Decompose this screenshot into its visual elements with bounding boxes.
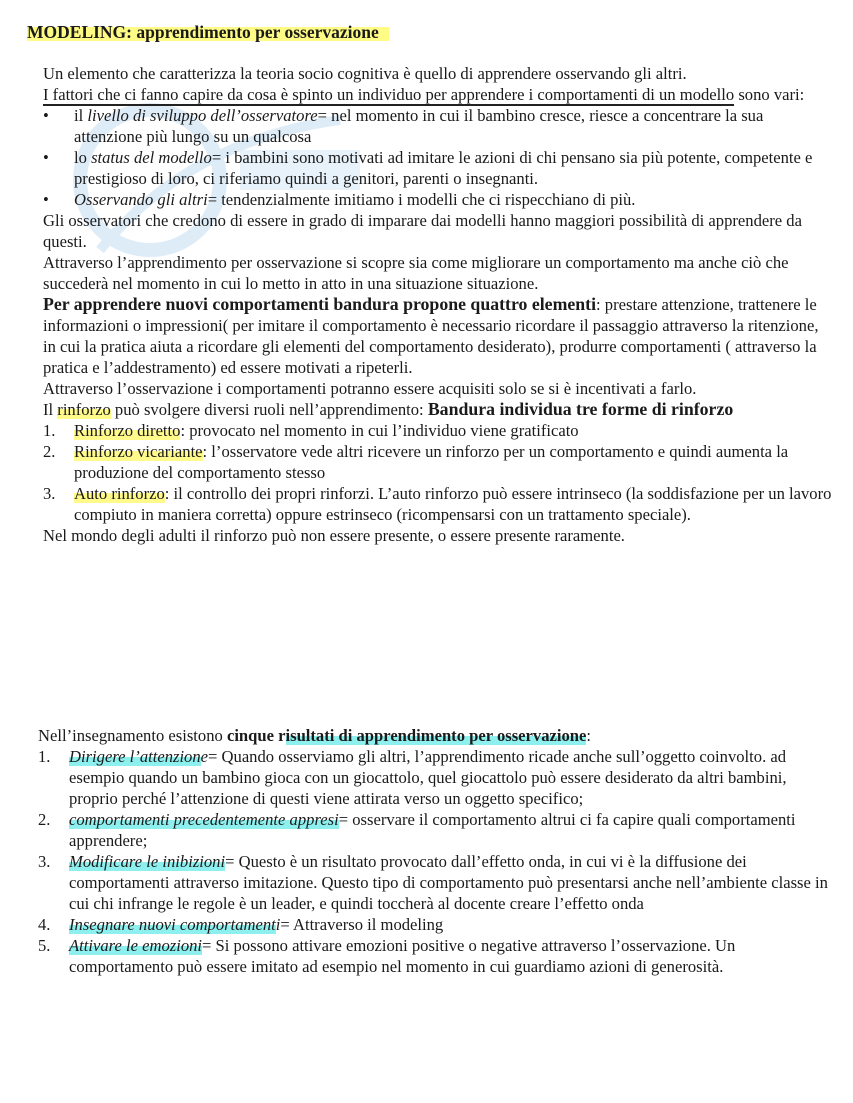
section-observational-learning [43, 63, 833, 546]
list-item: • Osservando gli altri= tendenzialmente imitiamo i modelli che ci rispecchiano di più. [43, 190, 636, 209]
factors-rest: sono vari: [734, 85, 805, 104]
highlight-term: comportamenti precedentemente appresi [69, 810, 339, 829]
factor-term: status del modello [91, 148, 212, 167]
paragraph-adults: Nel mondo degli adulti il rinforzo può non essere presente, o essere presente raramente. [43, 526, 625, 545]
paragraph-intro: Un elemento che caratterizza la teoria socio cognitiva è quello di apprendere osservando gli altri. [43, 64, 687, 83]
highlight-outcomes: isultati di apprendimento per osservazione [285, 726, 587, 745]
highlight-term: Insegnare nuovi comportament [69, 915, 276, 934]
factor-term: Osservando gli altri [74, 190, 208, 209]
paragraph-bandura-elements: Per apprendere nuovi comportamenti bandura propone quattro elementi: prestare attenzione, trattenere le informazioni o impressioni( per imitare il comportamento è necessario ricordare il passaggio attraverso la ritenzione, in cui la pratica aiuta a ricordare gli elementi del comportamento desiderato), produrre comportamenti ( attraverso la pratica e l’addestramento) ed essere motivati a ripeterli. [43, 294, 819, 377]
paragraph-incentive: Attraverso l’osservazione i comportamenti potranno essere acquisiti solo se si è incentivati a farlo. [43, 379, 697, 398]
list-item: 3. Modificare le inibizioni= Questo è un risultato provocato dall’effetto onda, in cui vi è la diffusione dei comportamenti attraverso imitazione. Questo tipo di comportamento può presentarsi anche nell’ambiente classe in cui chi infrange le regole è un leader, e quindi toccherà al docente creare l’effetto onda [38, 852, 828, 913]
highlight-rinforzo: rinforzo [57, 400, 111, 419]
bandura-heading: Per apprendere nuovi comportamenti bandura propone quattro elementi [43, 294, 597, 314]
page-title: MODELING: apprendimento per osservazione [27, 21, 389, 43]
factor-term: livello di sviluppo dell’osservatore [87, 106, 318, 125]
highlight-term: Dirigere l’attenzion [69, 747, 201, 766]
list-item: 1. Rinforzo diretto: provocato nel momento in cui l’individuo viene gratificato [43, 421, 579, 440]
paragraph-observers: Gli osservatori che credono di essere in grado di imparare dai modelli hanno maggiori possibilità di apprendere da questi. [43, 211, 802, 251]
list-item: 2. comportamenti precedentemente appresi= osservare il comportamento altrui ci fa capire quali comportamenti apprendere; [38, 810, 796, 850]
highlight-term: Attivare le emozioni [69, 936, 203, 955]
list-item: 1. Dirigere l’attenzione= Quando osserviamo gli altri, l’apprendimento ricade anche sull’oggetto coinvolto. ad esempio quando un bambino gioca con un giocattolo, quel giocattolo può essere desiderato da altri bambini, proprio perché l’attenzione di questi viene attirata verso un oggetto specifico; [38, 747, 787, 808]
bullet-icon: • [43, 148, 49, 167]
highlight-term: Rinforzo diretto [74, 421, 181, 440]
paragraph-improve: Attraverso l’apprendimento per osservazione si scopre sia come migliorare un comportamento ma anche ciò che succederà nel momento in cui lo metto in atto in una situazione situazione. [43, 253, 789, 293]
highlight-term: Rinforzo vicariante [74, 442, 203, 461]
reinforcement-list [43, 420, 833, 525]
list-item: • lo status del modello= i bambini sono motivati ad imitare le azioni di chi pensano sia più potente, competente e prestigioso di loro, ci riferiamo quindi a genitori, parenti o insegnanti. [43, 148, 813, 188]
paragraph-reinforcement: Il rinforzo può svolgere diversi ruoli nell’apprendimento: Bandura individua tre forme di rinforzo [43, 399, 734, 419]
list-item: 3. Auto rinforzo: il controllo dei propri rinforzi. L’auto rinforzo può essere intrinseco (la soddisfazione per un lavoro compiuto in maniera corretta) oppure estrinseco (ricompensarsi con un trattamento speciale). [43, 484, 832, 524]
factors-list [43, 105, 833, 210]
paragraph-factors [43, 84, 833, 105]
bullet-icon: • [43, 106, 49, 125]
list-item: 5. Attivare le emozioni= Si possono attivare emozioni positive o negative attraverso l’osservazione. Un comportamento può essere imitato ad esempio nel momento in cui guardiamo azioni di generosità. [38, 936, 736, 976]
bullet-icon: • [43, 190, 49, 209]
highlight-term: Modificare le inibizioni [69, 852, 226, 871]
paragraph-outcomes-intro: Nell’insegnamento esistono cinque risultati di apprendimento per osservazione: [38, 726, 591, 745]
list-item: 2. Rinforzo vicariante: l’osservatore vede altri ricevere un rinforzo per un comportamento e quindi aumenta la produzione del comportamento stesso [43, 442, 789, 482]
outcomes-list [38, 746, 833, 977]
factors-underlined: I fattori che ci fanno capire da cosa è spinto un individuo per apprendere i comportamenti di un modello [43, 85, 735, 104]
highlight-term: Auto rinforzo [74, 484, 165, 503]
list-item: • il livello di sviluppo dell’osservatore= nel momento in cui il bambino cresce, riesce a concentrare la sua attenzione più lungo su un qualcosa [43, 106, 764, 146]
list-item: 4. Insegnare nuovi comportamenti= Attraverso il modeling [38, 915, 444, 934]
reinforcement-heading: Bandura individua tre forme di rinforzo [427, 399, 734, 419]
section-learning-outcomes [38, 725, 833, 977]
